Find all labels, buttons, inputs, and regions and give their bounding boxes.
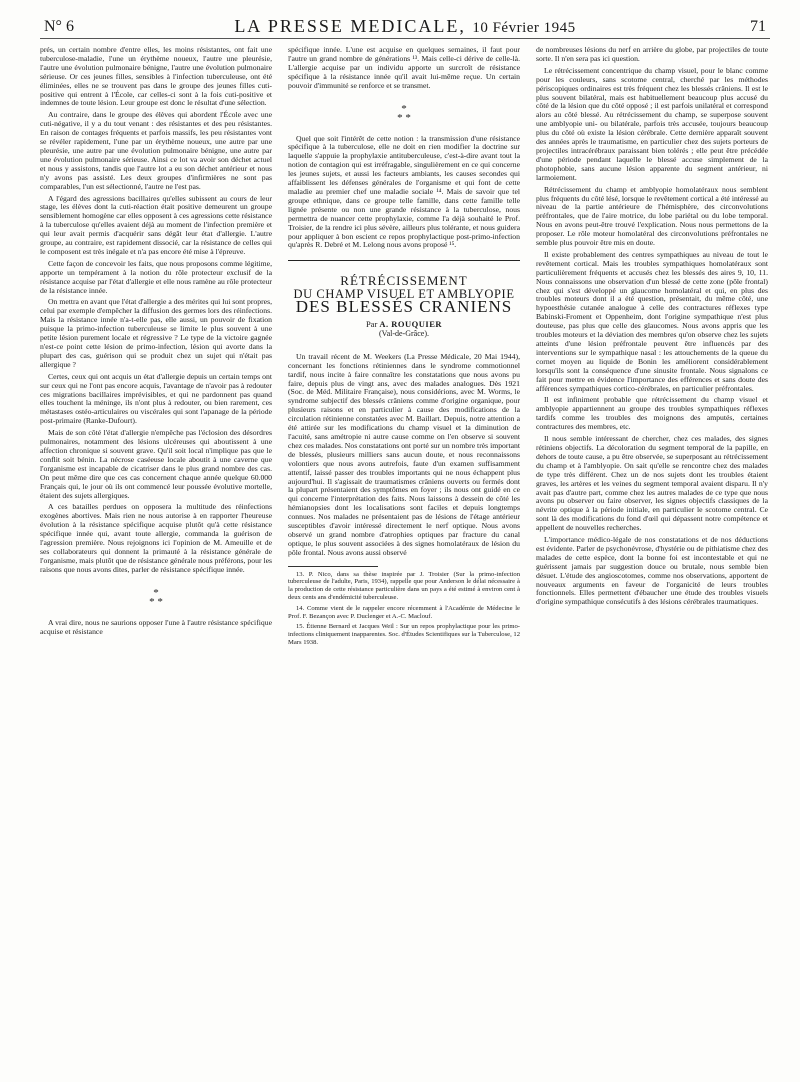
paragraph: Il existe probablement des centres sympathiques au niveau de tout le revêtement cortical. Mais les troubles sympathiques homolatéraux sont particulièrement fréquents et accusés chez les blessés des aires 9, 10, 11. Nous connaissons une observation d'un blessé de cette zone (pôle frontal) chez qui s'est développé un glaucome homolatéral et qui, en plus des troubles moteurs dont il a été question, présentait, du même côté, une hypoesthésie cutanée analogue à celle des contractures réflexes type Babinski-Froment et Oppenheim, dont l'origine sympathique n'est plus douteuse, pas plus que celle des glaucomes. Nous avons appris que les troubles moteurs et la déviation des membres qu'on observe chez les sujets atteints d'une lésion préfrontale peuvent être influencés par des interventions sur le sympathique nasal : les attouchements de la queue du cornet moyen au liquide de Bonin les améliorent considérablement lorsqu'ils sont la conséquence d'une sinusite frontale. Nous signalons ce fait pour mettre en évidence l'importance des efférences et sans doute des afférences sympathiques cortico-cérébrales, en particulier préfrontales. bbox=[536, 249, 768, 393]
paragraph: On mettra en avant que l'état d'allergie a des mérites qui lui sont propres, celui par exemple d'empêcher la diffusion des germes lors des réinfections. Mais la résistance innée n'a-t-elle pas, elle aussi, un pouvoir de fixation puisque la primo-infection tuberculeuse se limite le plus souvent à une petite lésion purement locale et régressive ? Le type de la victoire gagnée n'est-ce point cette lésion de primo-infection, lésion qui avorte dans la plupart des cas, guérison qui se produit chez un sujet qui n'était pas allergique ? bbox=[40, 297, 272, 369]
journal-title bbox=[40, 16, 770, 37]
paragraph: Cette façon de concevoir les faits, que nous proposons comme légitime, apporte un tempérament à la notion du rôle protecteur exclusif de la résistance acquise par l'état d'allergie et elle nous ramène au rôle protecteur de la résistance innée. bbox=[40, 258, 272, 295]
paragraph: prés, un certain nombre d'entre elles, les moins résistantes, ont fait une tuberculose-maladie, l'une un érythème noueux, l'autre une pleurésie, l'autre une évolution pulmonaire bénigne, l'autre une évolution pulmonaire sérieuse. Or ces jeunes filles, sensibles à l'infection tuberculeuse, ont été éliminées, elles ne se trouvent pas dans le groupe des jeunes filles cuti-positive qui entrent à l'École, car celles-ci sont à la fois cuti-positive et indemnes de toute lésion. Leur groupe est donc le résultat d'une sélection. bbox=[40, 45, 272, 108]
footnote: 14. Comme vient de le rappeler encore récemment à l'Académie de Médecine le Prof. F. Bezançon avec P. Duclenger et A.-C. Maclouf. bbox=[288, 604, 520, 620]
paragraph: Il nous semble intéressant de chercher, chez ces malades, des signes rétiniens objectifs. La décoloration du segment temporal de la papille, en dehors de toute cause, a pu être observée, se superposant au rétrécissement du champ et à l'amblyopie. On sait qu'elle se rencontre chez des malades de type très différent. Chez un de nos sujets dont les troubles étaient graves, les artères et les veines du segment temporal avaient disparu. Il n'y avait pas d'autre part, comme chez les autres malades de ce type que nous avons pu observer ou faire observer, les signes objectifs classiques de la névrite optique à la période initiale, en particulier le scotome central. Ce sont là des modifications du fond d'œil qui dépassent notre compétence et appellent de nouvelles recherches. bbox=[536, 434, 768, 533]
paragraph: spécifique innée. L'une est acquise en quelques semaines, il faut pour l'autre un grand nombre de générations ¹³. Mais celle-ci dérive de celle-là. L'allergie acquise par un individu apporte un surcroît de résistance spécifique à la résistance innée qu'il avait lui-même reçue. Un certain pouvoir d'immunité se renforce et se transmet. bbox=[288, 45, 520, 90]
byline-prefix: Par bbox=[365, 319, 378, 330]
footnote: 13. P. Nico, dans sa thèse inspirée par J. Troisier (Sur la primo-infection tuberculeuse de l'adulte, Paris, 1934), rappelle que pour Anderson le délai nécessaire à la production de cette résistance particulière dans un pays a été estimé à environ cent à deux cents ans d'endémicité tuberculeuse. bbox=[288, 570, 520, 602]
paragraph: de nombreuses lésions du nerf en arrière du globe, par projectiles de toute sorte. Il n'en sera pas ici question. bbox=[536, 45, 768, 63]
paragraph: Quel que soit l'intérêt de cette notion : la transmission d'une résistance spécifique à la tuberculose, elle ne doit en rien modifier la doctrine sur laquelle s'appuie la prophylaxie antituberculeuse, c'est-à-dire avant tout la notion de contagion qui est irréfragable, singulièrement en ce qui concerne les jeunes sujets, et aussi les facteurs ambiants, les causes secondes qui affaiblissent les défenses générales de l'organisme et qui font de cette maladie au premier chef une maladie sociale ¹⁴. Mais de savoir que tel groupe ethnique, dans ce groupe telle famille, dans cette famille telle lignée présente ou non une grande résistance à la tuberculose, nous permettra de nuancer cette prophylaxie, comme l'a déjà souhaité le Prof. Troisier, de la rendre ici plus sévère, ailleurs plus tolérante, et nous guidera pour appliquer à bon escient ce repos prophylactique post-primo-infection qu'après R. Debré et M. Lelong nous avons proposé ¹⁵. bbox=[288, 133, 520, 250]
paragraph: A ces batailles perdues on opposera la multitude des réinfections exogènes abortives. Mais rien ne nous autorise à en rapporter l'heureuse évolution à la résistance spécifique acquise plutôt qu'à cette résistance spécifique innée qui, avant toute allergie, commanda la guérison de l'agression première. Nous rejoignons ici l'opinion de M. Ameuille et de ses collaborateurs qui donnent la primauté à la résistance générale de l'organisme, mais plutôt que de résistance générale nous préférons, pour les raisons que nous avons dites, parler de résistance spécifique innée. bbox=[40, 502, 272, 574]
issue-date: 10 Février 1945 bbox=[472, 20, 576, 36]
article-title-line-3: DES BLESSÉS CRANIENS bbox=[295, 297, 513, 317]
paragraph: Certes, ceux qui ont acquis un état d'allergie depuis un certain temps ont sur ceux qui ne l'ont pas encore acquis, l'avantage de n'avoir pas à redouter ces migrations bacillaires imprévisibles, et qui ne pardonnent pas quand elles touchent la méninge, ils n'ont plus à redouter, ou bien rarement, ces métastases ostéo-articulaires ou viscérales qui sont l'apanage de la période post-primaire (Ranke-Dufourt). bbox=[40, 371, 272, 426]
paragraph: Rétrécissement du champ et amblyopie homolatéraux nous semblent plus fréquents du côté lésé, lorsque le revêtement cortical a été intéressé au niveau de la partie antérieure de l'hémisphère, des circonvolutions préfrontales, que de l'aire motrice, du lobe pariétal ou du lobe temporal. Nous en avons peut-être trouvé l'explication. Nous nous permettons de la proposer. Le rôle moteur homolatéral des circonvolutions préfrontales ne semble plus pouvoir être mis en doute. bbox=[536, 184, 768, 248]
footnote: 15. Étienne Bernard et Jacques Weil : Sur un repos prophylactique pour les primo-infections cliniquement inapparentes. Soc. d'Études Scientifiques sur la Tuberculose, 12 Mars 1938. bbox=[288, 623, 520, 647]
journal-name: LA PRESSE MEDICALE, bbox=[234, 16, 466, 36]
author-affiliation: (Val-de-Grâce). bbox=[379, 328, 429, 338]
article-title-line-2: DU CHAMP VISUEL ET AMBLYOPIE bbox=[293, 287, 515, 302]
paragraph: Il est infiniment probable que rétrécissement du champ visuel et amblyopie appartiennent au groupe des troubles sympathiques réflexes tardifs comme les troubles des moignons des amputés, certaines contractures des membres, etc. bbox=[536, 395, 768, 432]
paragraph: Le rétrécissement concentrique du champ visuel, pour le blanc comme pour les couleurs, sans scotome central, cherché par les méthodes périscopiques ordinaires est très fréquent chez les blessés crâniens. Il est le plus souvent bilatéral, mais est habituellement beaucoup plus accusé du côté de la lésion que du côté opposé ; il est parfois unilatéral et correspond alors au côté blessé. Au rétrécissement du champ, se superpose souvent une amblyopie uni- ou bilatérale, parfois très accusée, toujours beaucoup plus du côté où existe la lésion cérébrale. Cette dernière apparaît souvent des années après le traumatisme, en particulier chez des sujets porteurs de projectiles intracérébraux paraissant bien tolérés ; elle peut être précédée d'une période pendant laquelle le blessé accuse simplement de la photophobie, sans aucune lésion apparente du segment antérieur, ni larmoiement. bbox=[536, 65, 768, 182]
section-separator: * * * bbox=[149, 586, 163, 608]
author-name: A. ROUQUIER bbox=[379, 319, 443, 330]
article-header bbox=[288, 260, 520, 339]
paragraph: Un travail récent de M. Weekers (La Presse Médicale, 20 Mai 1944), concernant les fonctions rétiniennes dans le syndrome commotionnel tardif, nous incite à faire connaître les constatations que nous avons pu faire, depuis plus de vingt ans, avec des malades analogues. Dès 1921 (Soc. de Méd. Militaire Française), nous considérions, avec M. Worms, le syndrome subjectif des blessés crâniens comme d'origine organique, pour plusieurs raisons et en particulier à cause des modifications de la circulation rétinienne constatées avec M. Baillart. Depuis, notre attention a été attirée sur les modifications du champ visuel et la diminution de l'acuité, sans amétropie ni autre cause comme on l'en observe si souvent chez ces malades. Nos constatations ont porté sur un nombre très important de blessés, plusieurs milliers sans aucun doute, et nous reconnaissons volontiers que nous avons autrefois, faute d'un examen suffisamment attentif, laissé passer des troubles importants qui ne nous échappent plus aujourd'hui. Il s'agissait de traumatismes crâniens ouverts ou fermés dont la plupart présentaient des symptômes en foyer ; ils nous ont guidé en ce qui concerne l'interprétation des faits. Nous laissons à dessein de côté les hémianopsies dont les localisations sont faciles et depuis longtemps connues. Nos malades ne présentaient pas de lésions de l'étage antérieur susceptibles d'avoir intéressé directement le nerf optique. Nous avons observé un grand nombre d'atrophies optiques par fracture du canal optique, le plus souvent associées à des signes homolatéraux de lésion du pôle frontal. Nous avons aussi observé bbox=[288, 351, 520, 557]
issue-number: N° 6 bbox=[44, 18, 74, 35]
section-separator: * * * bbox=[397, 102, 411, 124]
column-3 bbox=[536, 46, 768, 610]
footnote-divider bbox=[288, 566, 378, 567]
article-title-line-1: RÉTRÉCISSEMENT bbox=[340, 273, 468, 289]
column-2 bbox=[288, 46, 520, 650]
paragraph: Mais de son côté l'état d'allergie n'empêche pas l'éclosion des désordres pulmonaires, notamment des lésions ulcéreuses qui aboutissent à une affection chronique si souvent grave. Qu'il soit local n'implique pas que le conflit soit bénin. La nécrose caséeuse locale aboutit à une caverne que l'organisme est incapable de cicatriser dans le plus grand nombre des cas. On peut même dire que ces cas concernent chaque année quelque 60.000 Français qui, le jour où ils ont commencé leur poussée évolutive mortelle, étaient des sujets allergiques. bbox=[40, 428, 272, 500]
byline bbox=[288, 320, 520, 329]
paragraph: Au contraire, dans le groupe des élèves qui abordent l'École avec une cuti-négative, il y a du tout venant : des résistantes et des peu résistantes. En raison de contages fréquents et parfois massifs, les peu résistantes vont se révéler rapidement, l'une par un érythème noueux, une autre par une pleurésie, une autre par une évolution pulmonaire bénigne, une autre par une évolution pulmonaire sérieuse. Ainsi ce lot va avoir son déchet actuel et nous y assistons, tandis que l'autre lot a eu son déchet antérieur et nous n'y avons pas assisté. Les deux groupes d'infirmières ne sont pas comparables, l'un est sélectionné, l'autre ne l'est pas. bbox=[40, 110, 272, 191]
page-number: 71 bbox=[750, 18, 766, 35]
page-header bbox=[40, 16, 770, 39]
paragraph: A l'égard des agressions bacillaires qu'elles subissent au cours de leur stage, les élèves dont la cuti-réaction était positive demeurent un groupe sensiblement homogène car elles opposent à ces agressions cette résistance à la tuberculose qu'elles avaient déjà au moment de l'infection première et qui leur avait permis d'acquérir sans dégât leur état d'allergie. L'autre groupe, au contraire, est rapidement dissocié, car la résistance de celles qui le composent est très inégale et n'a pas encore été mise à l'épreuve. bbox=[40, 193, 272, 256]
paragraph: L'importance médico-légale de nos constatations et de nos déductions est évidente. Parler de psychonévrose, d'hystérie ou de pithiatisme chez des malades de cette espèce, dont la bonne foi est incontestable et qui ne guérissent jamais par suggestion douce ou brutale, nous semble bien désuet. L'étude des angioscotomes, comme nos observations, apportent de nouveaux arguments en faveur de l'organicité de leurs troubles fonctionnels. Elles permettent d'ébaucher une étude des troubles visuels d'origine sympathique consécutifs à des lésions cérébrales traumatiques. bbox=[536, 535, 768, 607]
column-1 bbox=[40, 46, 272, 639]
paragraph: A vrai dire, nous ne saurions opposer l'une à l'autre résistance spécifique acquise et résistance bbox=[40, 617, 272, 636]
